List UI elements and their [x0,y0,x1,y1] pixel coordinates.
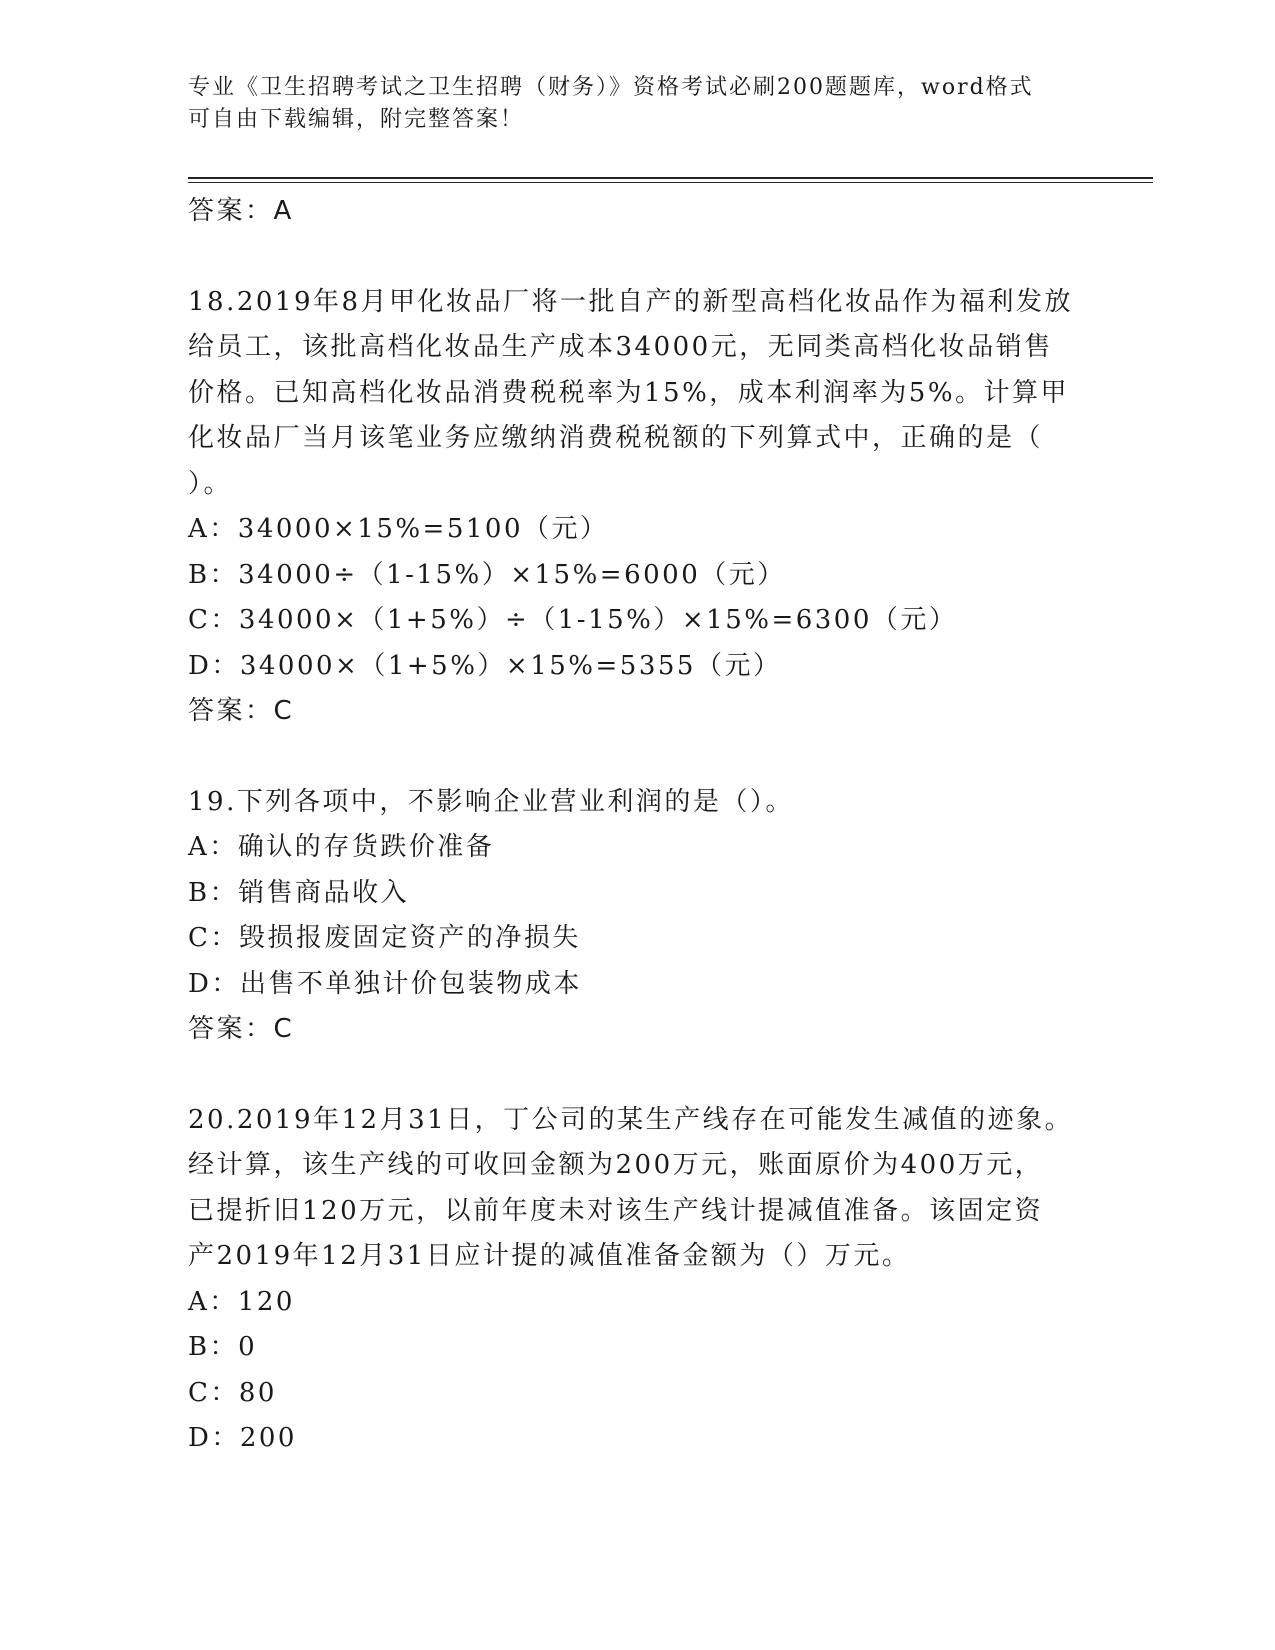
spacer [188,1053,1088,1098]
option-c: C：毁损报废固定资产的净损失 [188,923,581,953]
header-rule-thin [188,182,1153,183]
option-a: A：34000×15%=5100（元） [188,514,609,544]
option-b: B：销售商品收入 [188,877,410,908]
question-text-line: 给员工，该批高档化妆品生产成本34000元，无同类高档化妆品销售 [188,332,1053,362]
option-a: A：确认的存货跌价准备 [188,832,495,862]
header-line-2: 可自由下载编辑，附完整答案！ [188,107,525,132]
question-text-line: 价格。已知高档化妆品消费税税率为15%，成本利润率为5%。计算甲 [188,377,1070,408]
header-line-1: 专业《卫生招聘考试之卫生招聘（财务）》资格考试必刷200题题库，word格式 [188,75,1034,100]
document-header [188,72,1068,136]
question-text-line: ）。 [188,468,233,499]
option-d: D：200 [188,1423,297,1453]
header-rule-thick [188,177,1153,179]
question-text-line: 经计算，该生产线的可收回金额为200万元，账面原价为400万元， [188,1150,1044,1180]
option-b: B：34000÷（1-15%）×15%=6000（元） [188,559,786,590]
document-body [188,189,1088,1462]
spacer [188,235,1088,280]
answer: 答案：C [188,1014,295,1044]
option-d: D：出售不单独计价包装物成本 [188,968,582,999]
option-b: B：0 [188,1332,258,1362]
answer: 答案：C [188,696,295,726]
question-text-line: 化妆品厂当月该笔业务应缴纳消费税税额的下列算式中，正确的是（ [188,423,1044,453]
option-c: C：34000×（1+5%）÷（1-15%）×15%=6300（元） [188,605,958,635]
question-19 [188,780,1088,1053]
option-a: A：120 [188,1286,295,1317]
question-20 [188,1098,1088,1462]
option-c: C：80 [188,1377,277,1408]
question-text-line: 产2019年12月31日应计提的减值准备金额为（）万元。 [188,1241,911,1271]
question-text-line: 已提折旧120万元，以前年度未对该生产线计提减值准备。该固定资 [188,1195,1044,1226]
question-text-line: 19.下列各项中，不影响企业营业利润的是（）。 [188,786,794,817]
option-d: D：34000×（1+5%）×15%=5355（元） [188,650,782,681]
previous-answer: 答案：A [188,196,294,226]
spacer [188,735,1088,780]
question-text-line: 18.2019年8月甲化妆品厂将一批自产的新型高档化妆品作为福利发放 [188,286,1074,317]
question-text-line: 20.2019年12月31日，丁公司的某生产线存在可能发生减值的迹象。 [188,1104,1074,1135]
question-18 [188,280,1088,735]
